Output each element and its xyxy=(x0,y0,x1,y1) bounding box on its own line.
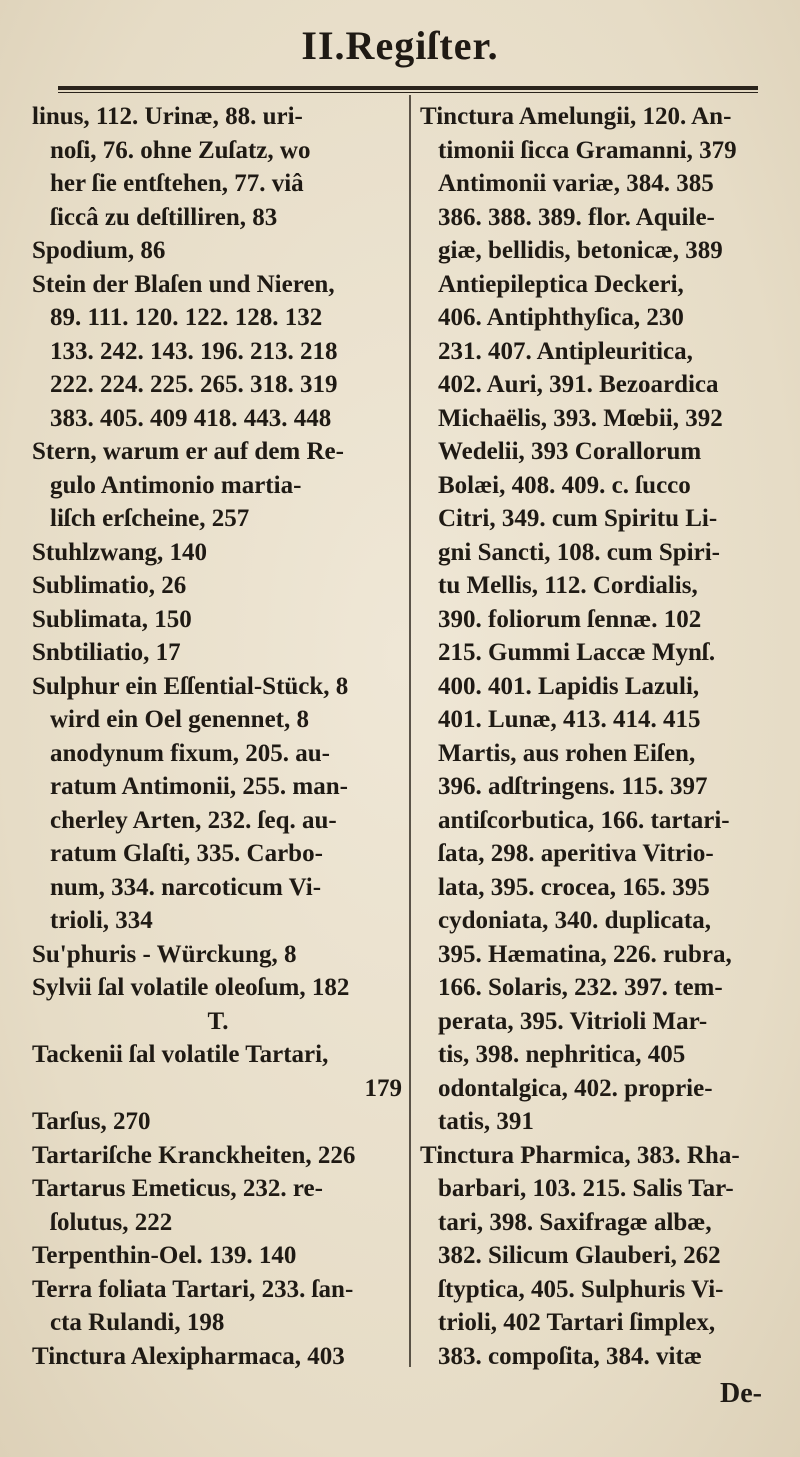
index-entry-line: Terra foliata Tartari, 233. ſan- xyxy=(32,1275,354,1303)
index-entry-line: 401. Lunæ, 413. 414. 415 xyxy=(438,706,701,733)
index-entry-line: Spodium, 86 xyxy=(32,237,166,264)
index-entry-line: tis, 398. nephritica, 405 xyxy=(438,1041,686,1068)
index-entry-line: 383. 405. 409 418. 443. 448 xyxy=(50,404,332,432)
index-entry-line: Stein der Blaſen und Nieren, xyxy=(32,270,335,298)
index-entry-line: ratum Glaſti, 335. Carbo- xyxy=(50,840,323,867)
index-entry-line: ratum Antimonii, 255. man- xyxy=(50,773,348,800)
catchword: De- xyxy=(720,1378,762,1409)
left-index-column xyxy=(32,100,404,1373)
column-divider xyxy=(409,95,411,1367)
index-entry-line: 390. foliorum ſennæ. 102 xyxy=(438,605,702,633)
index-entry-line: linus, 112. Urinæ, 88. uri- xyxy=(32,103,303,130)
index-entry-line: 133. 242. 143. 196. 213. 218 xyxy=(50,337,338,365)
index-entry-line: Su'phuris - Würckung, 8 xyxy=(32,940,297,968)
index-entry-line: Tinctura Alexipharmaca, 403 xyxy=(32,1342,345,1370)
index-entry-line: Bolæi, 408. 409. c. ſucco xyxy=(438,471,691,499)
index-entry-line: Stuhlzwang, 140 xyxy=(32,538,208,566)
index-entry-line: 383. compoſita, 384. vitæ xyxy=(438,1342,702,1370)
index-entry-line: anodynum fixum, 205. au- xyxy=(50,739,330,767)
index-entry-line: giæ, bellidis, betonicæ, 389 xyxy=(438,237,723,264)
index-entry-line: Snbtiliatio, 17 xyxy=(32,639,181,666)
index-entry-line: ſata, 298. aperitiva Vitrio- xyxy=(438,840,714,867)
index-entry-line: 222. 224. 225. 265. 318. 319 xyxy=(50,371,338,398)
index-entry-line: T. xyxy=(207,1007,229,1035)
index-entry-line: antiſcorbutica, 166. tartari- xyxy=(438,806,730,834)
index-entry-line: 179 xyxy=(364,1074,402,1102)
index-entry-line: Citri, 349. cum Spiritu Li- xyxy=(438,505,718,532)
index-entry-line: trioli, 402 Tartari ſimplex, xyxy=(438,1309,716,1336)
index-entry-line: Sublimatio, 26 xyxy=(32,572,187,599)
index-entry-line: 166. Solaris, 232. 397. tem- xyxy=(438,974,723,1001)
index-entry-line: perata, 395. Vitrioli Mar- xyxy=(438,1007,708,1035)
index-entry-line: cydoniata, 340. duplicata, xyxy=(438,907,711,934)
index-entry-line: tu Mellis, 112. Cordialis, xyxy=(438,572,698,599)
index-entry-line: barbari, 103. 215. Salis Tar- xyxy=(438,1175,734,1202)
index-entry-line: Wedelii, 393 Corallorum xyxy=(438,438,702,465)
right-index-column xyxy=(420,100,790,1373)
index-entry-line: cta Rulandi, 198 xyxy=(50,1309,225,1336)
index-entry-line: 402. Auri, 391. Bezoardica xyxy=(438,371,719,398)
index-entry-line: Martis, aus rohen Eiſen, xyxy=(438,739,696,767)
index-entry-line: tatis, 391 xyxy=(438,1108,534,1135)
index-entry-line: liſch erſcheine, 257 xyxy=(50,505,250,532)
index-entry-line: Tartarus Emeticus, 232. re- xyxy=(32,1175,323,1202)
index-entry-line: 406. Antiphthyſica, 230 xyxy=(438,304,684,331)
index-entry-line: Tartariſche Kranckheiten, 226 xyxy=(32,1141,356,1169)
index-entry-line: 395. Hæmatina, 226. rubra, xyxy=(438,940,732,968)
index-entry-line: ſolutus, 222 xyxy=(50,1208,173,1236)
index-entry-line: 396. adſtringens. 115. 397 xyxy=(438,773,708,800)
header-rule-thin xyxy=(58,92,758,93)
index-entry-line: cherley Arten, 232. ſeq. au- xyxy=(50,806,337,834)
index-entry-line: Stern, warum er auf dem Re- xyxy=(32,438,344,465)
index-entry-line: num, 334. narcoticum Vi- xyxy=(50,873,322,901)
index-entry-line: gni Sancti, 108. cum Spiri- xyxy=(438,538,720,566)
index-entry-line: Michaëlis, 393. Mœbii, 392 xyxy=(438,404,723,432)
index-entry-line: Antimonii variæ, 384. 385 xyxy=(438,170,714,197)
index-entry-line: Tinctura Amelungii, 120. An- xyxy=(420,103,732,130)
index-entry-line: trioli, 334 xyxy=(50,907,153,934)
index-entry-line: 89. 111. 120. 122. 128. 132 xyxy=(50,304,323,331)
index-entry-line: 400. 401. Lapidis Lazuli, xyxy=(438,672,700,700)
index-entry-line: gulo Antimonio martia- xyxy=(50,471,302,499)
index-entry-line: Tackenii ſal volatile Tartari, xyxy=(32,1041,329,1068)
index-entry-line: Sublimata, 150 xyxy=(32,605,192,633)
index-entry-line: ſiccâ zu deſtilliren, 83 xyxy=(50,203,278,231)
index-entry-line: ſtyptica, 405. Sulphuris Vi- xyxy=(438,1275,724,1303)
index-entry-line: tari, 398. Saxifragæ albæ, xyxy=(438,1208,712,1236)
index-entry-line: timonii ſicca Gramanni, 379 xyxy=(438,136,737,164)
page-header: II.Regiſter. xyxy=(301,23,499,68)
index-entry-line: 386. 388. 389. flor. Aquile- xyxy=(438,203,715,231)
index-entry-line: noſi, 76. ohne Zuſatz, wo xyxy=(50,136,311,164)
index-entry-line: Antiepileptica Deckeri, xyxy=(438,270,684,298)
index-entry-line: lata, 395. crocea, 165. 395 xyxy=(438,873,710,901)
index-entry-line: Tinctura Pharmica, 383. Rha- xyxy=(420,1141,740,1169)
index-entry-line: 215. Gummi Laccæ Mynſ. xyxy=(438,639,716,666)
index-entry-line: Sulphur ein Eſſential-Stück, 8 xyxy=(32,672,349,700)
index-entry-line: wird ein Oel genennet, 8 xyxy=(50,706,310,733)
index-entry-line: Sylvii ſal volatile oleoſum, 182 xyxy=(32,974,350,1001)
index-entry-line: Tarſus, 270 xyxy=(32,1108,151,1135)
index-entry-line: 382. Silicum Glauberi, 262 xyxy=(438,1242,721,1269)
header-rule xyxy=(58,86,758,90)
index-entry-line: Terpenthin-Oel. 139. 140 xyxy=(32,1242,297,1269)
index-entry-line: her ſie entſtehen, 77. viâ xyxy=(50,170,304,197)
index-entry-line: odontalgica, 402. proprie- xyxy=(438,1074,713,1102)
index-entry-line: 231. 407. Antipleuritica, xyxy=(438,337,693,365)
